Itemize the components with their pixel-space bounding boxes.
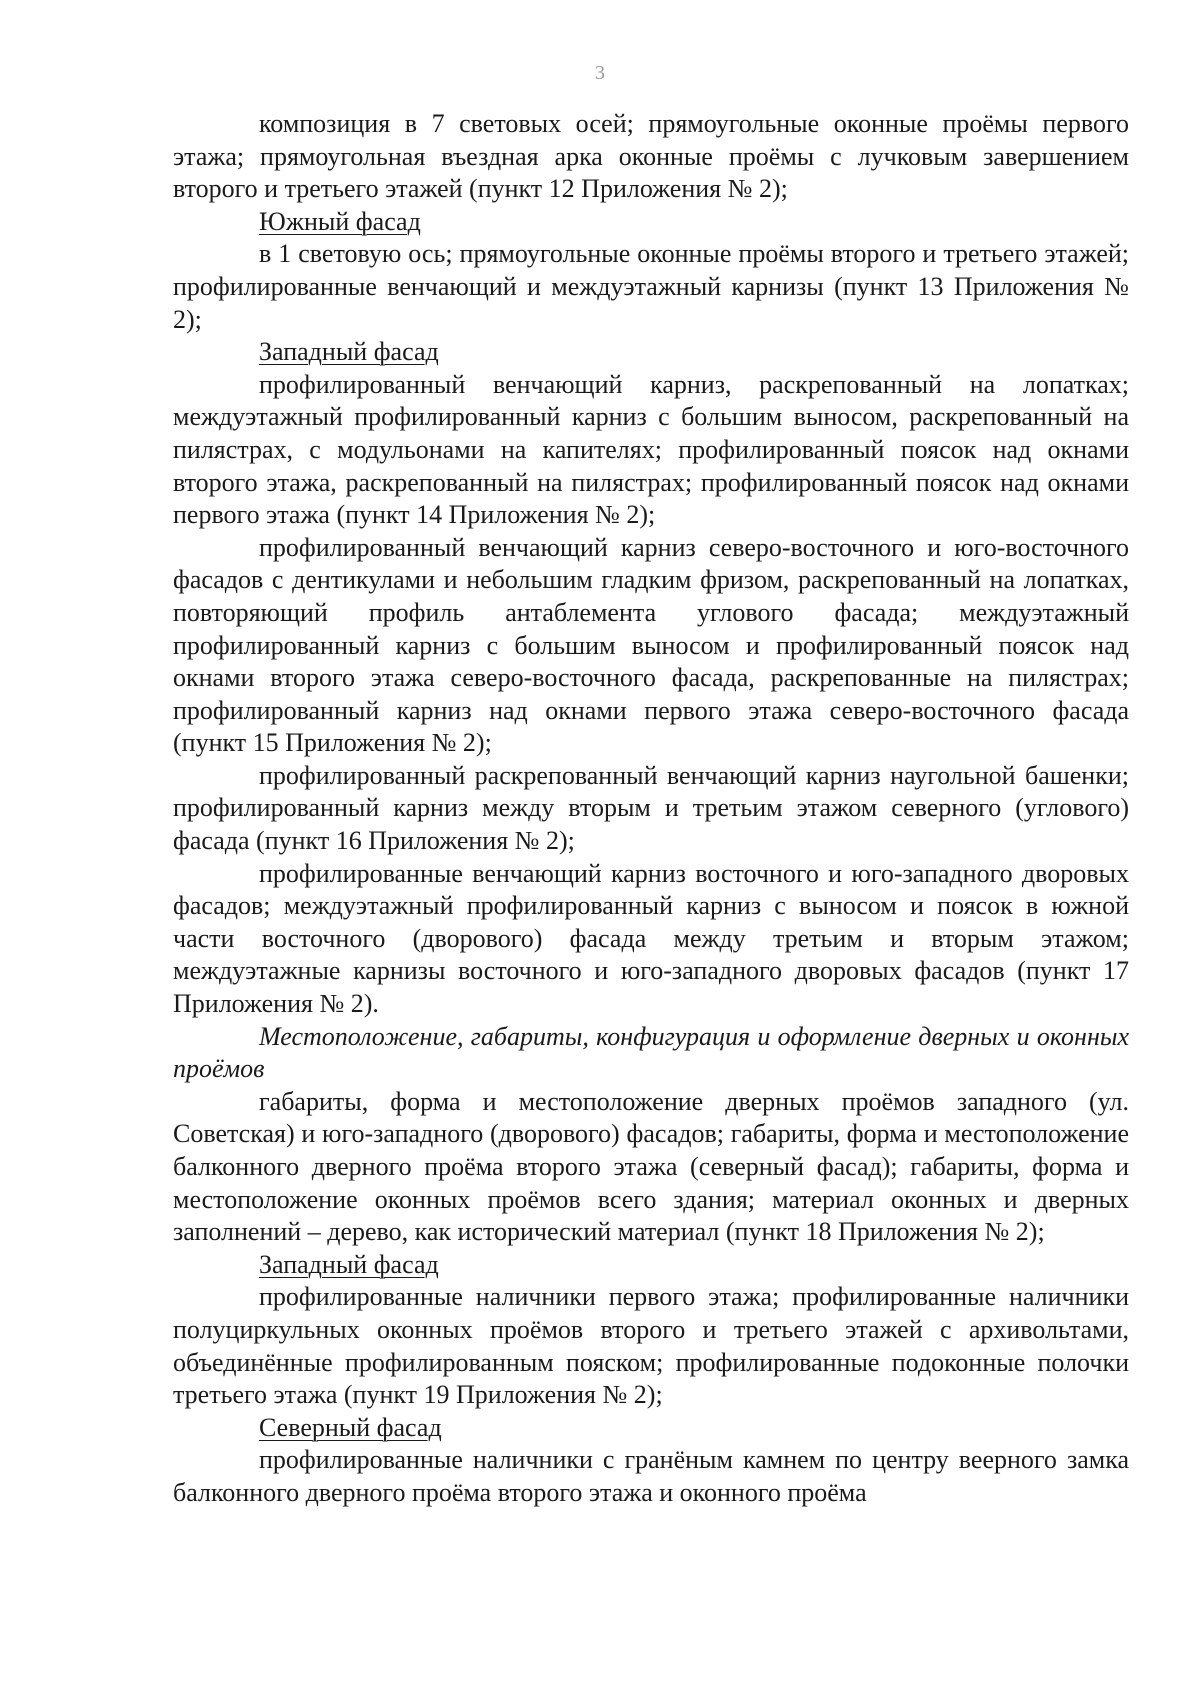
paragraph-north-facade: профилированные наличники с гранёным камнем по центру веерного замка балконного дверного проёма второго этажа и оконного проёма [173, 1445, 1129, 1507]
heading-south-facade: Южный фасад [259, 206, 421, 236]
paragraph-south-facade: в 1 световую ось; прямоугольные оконные проёмы второго и третьего этажей; профилированные венчающий и междуэтажный карнизы (пункт 13 Приложения № 2); [173, 239, 1129, 334]
paragraph-openings: габариты, форма и местоположение дверных проёмов западного (ул. Советская) и юго-западного (дворового) фасадов; габариты, форма и местоположение балконного дверного проёма второго этажа (северный фасад); габариты, форма и местоположение оконных проёмов всего здания; материал оконных и дверных заполнений – дерево, как исторический материал (пункт 18 Приложения № 2); [173, 1086, 1129, 1247]
document-body [173, 108, 1129, 1510]
heading-north-facade: Северный фасад [259, 1412, 442, 1442]
heading-west-facade-2: Западный фасад [259, 1249, 439, 1279]
paragraph-corner-tower: профилированный раскрепованный венчающий карниз наугольной башенки; профилированный карниз между вторым и третьим этажом северного (углового) фасада (пункт 16 Приложения № 2); [173, 760, 1129, 856]
section-title-openings: Местоположение, габариты, конфигурация и оформление дверных и оконных проёмов [173, 1021, 1129, 1084]
paragraph-composition: композиция в 7 световых осей; прямоугольные оконные проёмы первого этажа; прямоугольная въездная арка оконные проёмы с лучковым завершением второго и третьего этажей (пункт 12 Приложения № 2); [173, 109, 1129, 204]
paragraph-west-facade-trim: профилированные наличники первого этажа; профилированные наличники полуциркульных оконных проёмов второго и третьего этажей с архивольтами, объединённые профилированным пояском; профилированные подоконные полочки третьего этажа (пункт 19 Приложения № 2); [173, 1282, 1129, 1410]
page-number: 3 [595, 62, 605, 84]
paragraph-west-facade-cornice: профилированный венчающий карниз, раскрепованный на лопатках; междуэтажный профилированный карниз с большим выносом, раскрепованный на пилястрах, с модульонами на капителях; профилированный поясок над окнами второго этажа, раскрепованный на пилястрах; профилированный поясок над окнами первого этажа (пункт 14 Приложения № 2); [173, 369, 1129, 530]
paragraph-courtyard-facades: профилированные венчающий карниз восточного и юго-западного дворовых фасадов; междуэтажный профилированный карниз с выносом и поясок в южной части восточного (дворового) фасада между третьим и вторым этажом; междуэтажные карнизы восточного и юго-западного дворовых фасадов (пункт 17 Приложения № 2). [173, 858, 1129, 1019]
heading-west-facade: Западный фасад [259, 337, 439, 367]
paragraph-northeast-cornice: профилированный венчающий карниз северо-восточного и юго-восточного фасадов с дентикулами и небольшим гладким фризом, раскрепованный на лопатках, повторяющий профиль антаблемента углового фасада; междуэтажный профилированный карниз с большим выносом и профилированный поясок над окнами второго этажа северо-восточного фасада, раскрепованные на пилястрах; профилированный карниз над окнами первого этажа северо-восточного фасада (пункт 15 Приложения № 2); [173, 532, 1129, 758]
